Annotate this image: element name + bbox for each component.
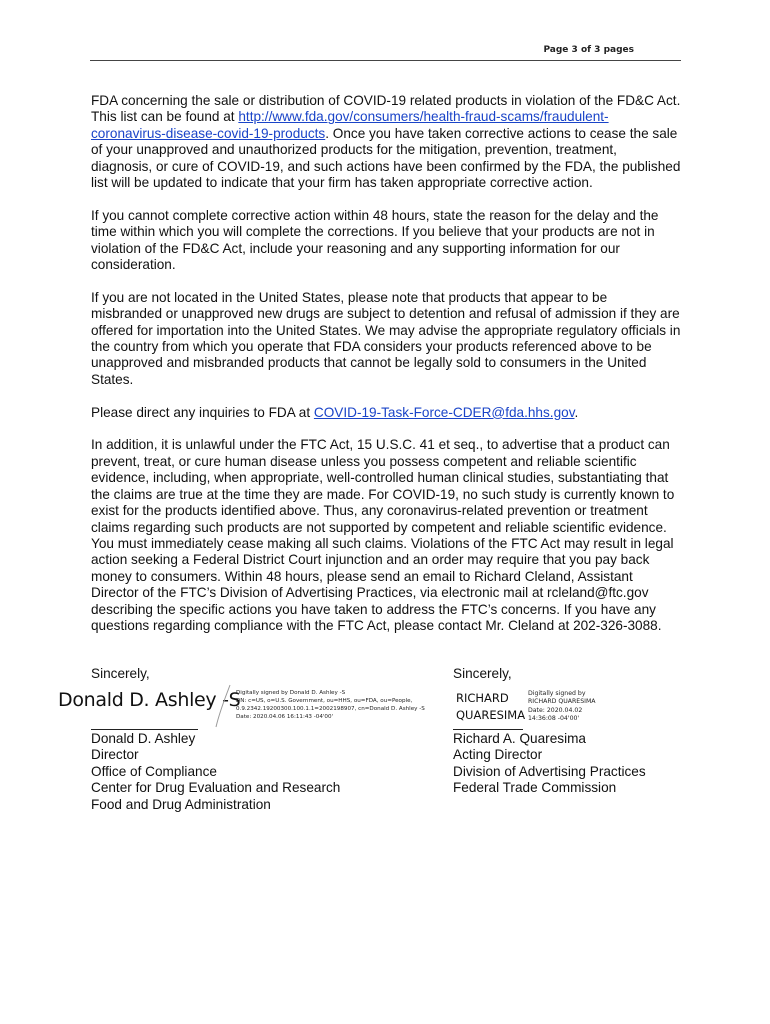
signer-title: Director — [91, 747, 139, 763]
digital-signature-details — [236, 689, 446, 721]
paragraph-inquiries — [91, 405, 681, 421]
digital-signature-name: Donald D. Ashley -S — [58, 689, 241, 711]
signer-details-ftc — [453, 731, 646, 797]
signer-title: Acting Director — [453, 747, 543, 763]
signer-name: Richard A. Quaresima — [453, 731, 586, 746]
digital-signature-line: DN: c=US, o=U.S. Government, ou=HHS, ou=FDA, ou=People, — [236, 698, 413, 704]
email-link[interactable]: COVID-19-Task-Force-CDER@fda.hhs.gov — [313, 404, 575, 420]
digital-signature-line: Digitally signed by — [528, 690, 586, 697]
signature-first-name: RICHARD — [456, 691, 509, 705]
paragraph-ftc: In addition, it is unlawful under the FTC Act, 15 U.S.C. 41 et seq., to advertise that a product can prevent, treat, or cure human disease unless you possess competent and reliable scientific evidence, including, when appropriate, well-controlled human clinical studies, substantiating that the claims are true at the time they are made. For COVID-19, no such study is currently known to exist for the products identified above. Thus, any coronavirus-related prevention or treatment claims regarding such products are not supported by competent and reliable scientific evidence. You must immediately cease making all such claims. Violations of the FTC Act may result in legal action seeking a Federal District Court injunction and an order may require that you pay back money to consumers. Within 48 hours, please send an email to Richard Cleland, Assistant Director of the FTC’s Division of Advertising Practices, via electronic mail at rcleland@ftc.gov describing the specific actions you have taken to address the FTC’s concerns. If you have any questions regarding compliance with the FTC Act, please contact Mr. Cleland at 202-326-3088. — [91, 437, 675, 633]
page-number: Page 3 of 3 pages — [543, 45, 634, 55]
signer-details-fda — [91, 731, 340, 813]
paragraph-text: . — [574, 404, 579, 420]
paragraph-published-list — [91, 93, 681, 191]
signature-block-ftc — [453, 666, 693, 682]
paragraph-text: . Once you have taken corrective actions to cease the sale of your unapproved and unauthorized products for the mitigation, prevention, treatment, diagnosis, or cure of COVID-19, and such actions have been confirmed by the FDA, the published list will be updated to indicate that your firm has taken appropriate corrective action. — [91, 125, 681, 191]
signature-last-name: QUARESIMA — [456, 708, 526, 722]
signature-line — [453, 729, 523, 730]
signer-division: Division of Advertising Practices — [453, 763, 646, 779]
letter-body — [91, 93, 681, 651]
digital-signature-line: 0.9.2342.19200300.100.1.1=2002198907, cn=Donald D. Ashley -S — [236, 706, 425, 712]
closing-text: Sincerely, — [453, 666, 512, 681]
digital-signature-line: Date: 2020.04.06 16:11:43 -04'00' — [236, 714, 334, 720]
digital-signature-line: RICHARD QUARESIMA — [528, 698, 596, 706]
signature-block-fda — [91, 666, 421, 682]
fraud-list-link[interactable]: http://www.fda.gov/consumers/health-fraud-scams/fraudulent-coronavirus-disease-covid-19-products — [91, 109, 609, 141]
paragraph-text: Please direct any inquiries to FDA at — [91, 404, 314, 420]
signature-divider-icon — [214, 684, 232, 728]
digital-signature-line: 14:36:08 -04'00' — [528, 714, 580, 722]
signer-center: Center for Drug Evaluation and Research — [91, 780, 341, 796]
page-header — [90, 44, 681, 61]
signature-line — [91, 729, 198, 730]
paragraph-import: If you are not located in the United States, please note that products that appear to be misbranded or unapproved new drugs are subject to detention and refusal of admission if they are offered for importation into the United States. We may advise the appropriate regulatory officials in the country from which you operate that FDA considers your products referenced above to be unapproved and misbranded products that cannot be legally sold to consumers in the United States. — [91, 289, 681, 387]
digital-signature-line: Date: 2020.04.02 — [528, 706, 583, 714]
closing-text: Sincerely, — [91, 666, 150, 681]
signer-agency: Federal Trade Commission — [453, 780, 617, 796]
paragraph-text: FDA concerning the sale or distribution of COVID-19 related products in violation of the FD&C Act. This list can be found at — [91, 93, 681, 125]
signer-name: Donald D. Ashley — [91, 731, 196, 746]
signer-agency: Food and Drug Administration — [91, 796, 271, 812]
digital-signature-name — [456, 690, 525, 724]
paragraph-corrective-action: If you cannot complete corrective action within 48 hours, state the reason for the delay and the time within which you will complete the corrections. If you believe that your products are not in violation of the FD&C Act, include your reasoning and any supporting information for our consideration. — [91, 207, 659, 273]
digital-signature-details — [528, 690, 608, 723]
digital-signature-line: Digitally signed by Donald D. Ashley -S — [236, 690, 346, 696]
signer-office: Office of Compliance — [91, 763, 217, 779]
